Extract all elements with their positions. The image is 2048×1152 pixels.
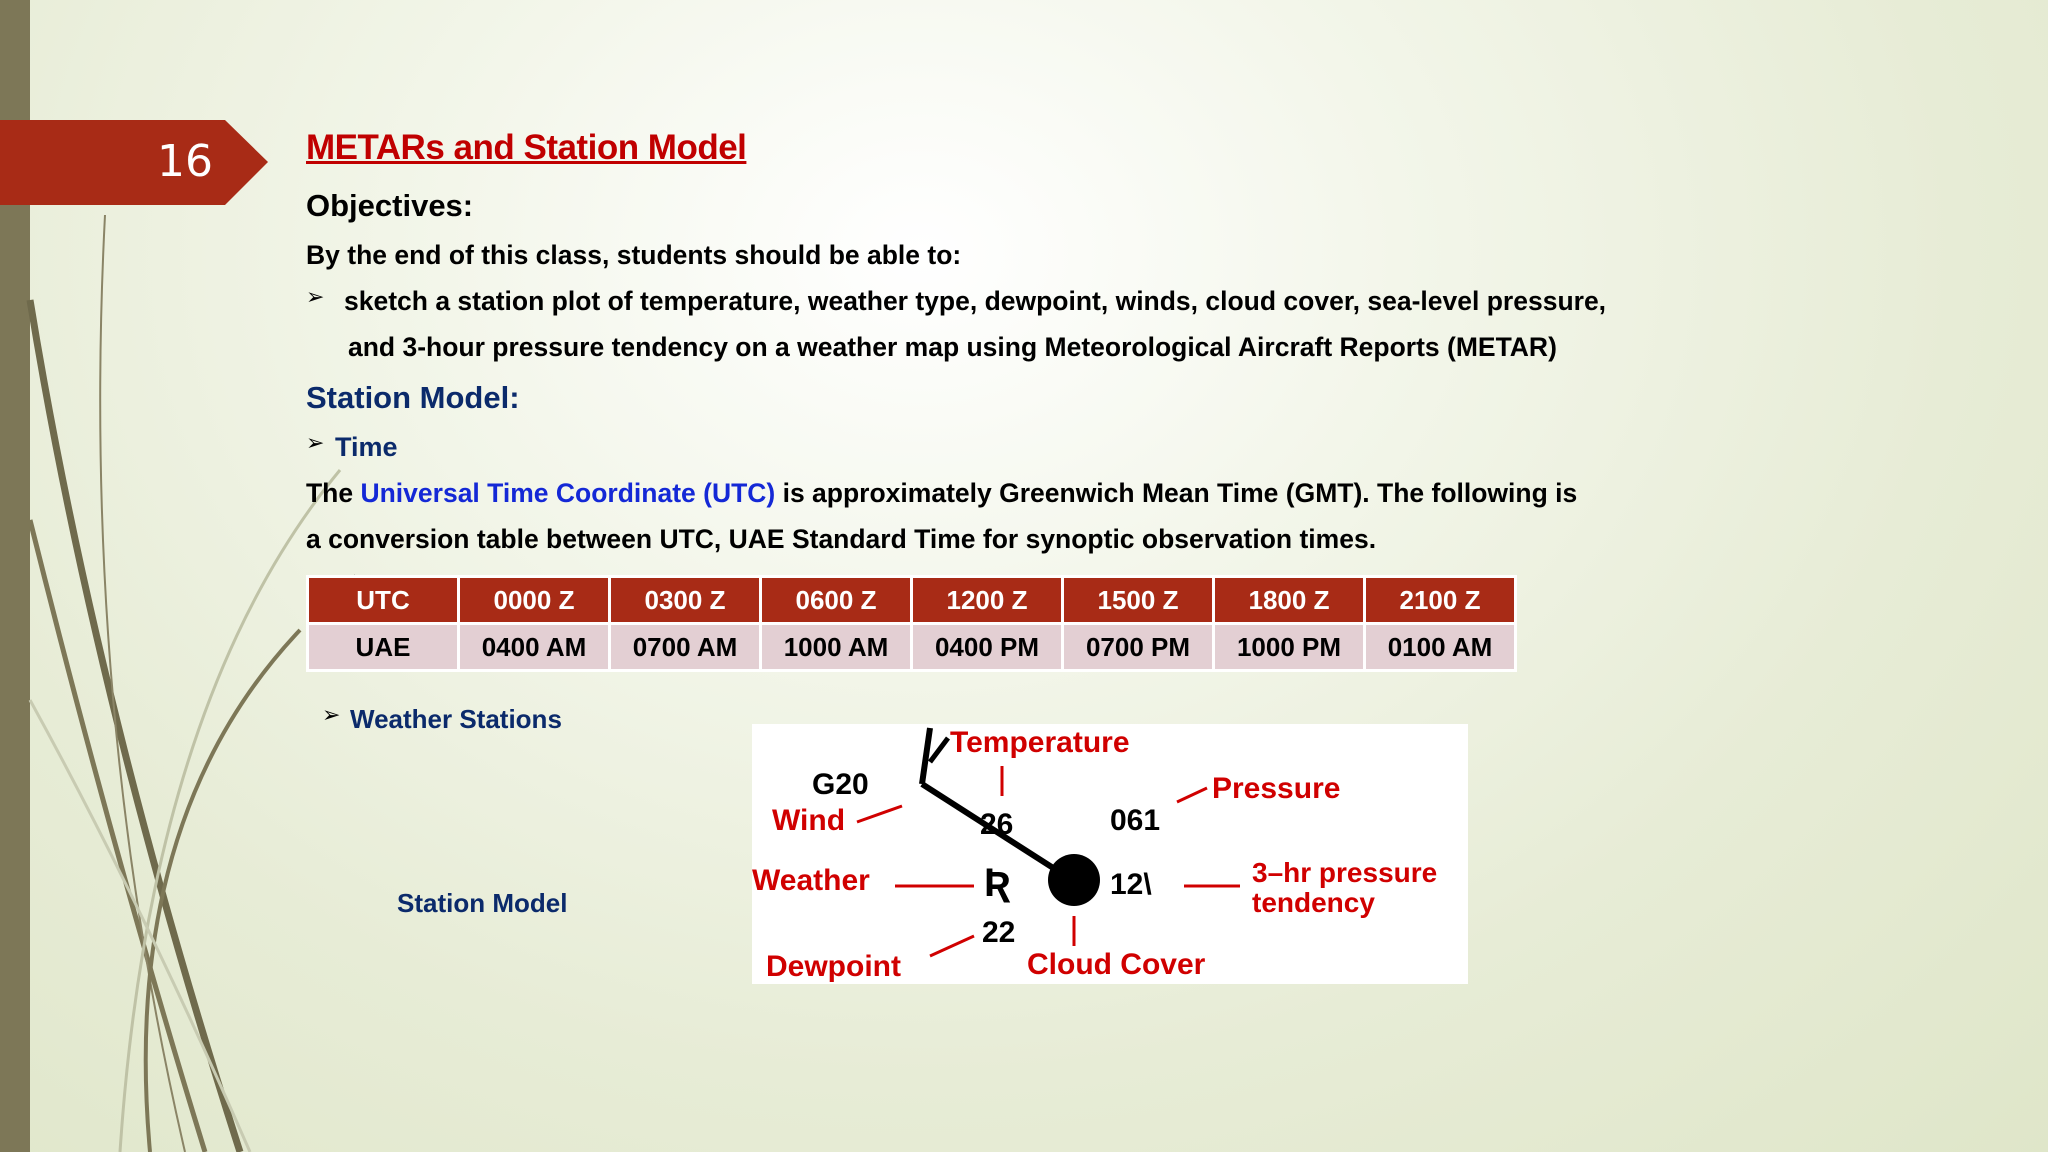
utc-conversion-table: [306, 575, 1517, 672]
gust-value: G20: [812, 768, 869, 801]
table-cell: 0700 AM: [610, 624, 761, 671]
wind-barb-2: [930, 738, 948, 762]
table-header-cell: 0600 Z: [761, 577, 912, 624]
pressure-leader: [1177, 788, 1207, 802]
table-cell: 0100 AM: [1365, 624, 1516, 671]
objective-bullet-line2: and 3-hour pressure tendency on a weather map using Meteorological Aircraft Reports (METAR): [348, 332, 1557, 362]
wind-label: Wind: [772, 804, 846, 837]
bullet-arrow-icon: ➢: [306, 284, 325, 309]
table-header-cell: 0000 Z: [459, 577, 610, 624]
wind-barb-1: [922, 728, 930, 784]
tendency-label-line2: tendency: [1252, 887, 1375, 918]
table-header-cell: 0300 Z: [610, 577, 761, 624]
para-text: The: [306, 478, 361, 508]
utc-term: Universal Time Coordinate (UTC): [360, 478, 776, 508]
table-header-row: [308, 577, 1516, 624]
temperature-value: 26: [980, 808, 1014, 841]
table-header-cell: 1800 Z: [1214, 577, 1365, 624]
station-model-svg: [752, 724, 1468, 984]
station-model-caption: Station Model: [397, 888, 568, 918]
para-text: is approximately Greenwich Mean Time (GMT). The following is: [775, 478, 1578, 508]
pressure-value: 061: [1110, 804, 1161, 837]
dewpoint-label: Dewpoint: [766, 950, 901, 983]
station-model-heading: Station Model:: [306, 380, 520, 415]
cloud-cover-label: Cloud Cover: [1027, 948, 1206, 981]
table-cell: 1000 AM: [761, 624, 912, 671]
bullet-arrow-icon: ➢: [306, 430, 325, 455]
weather-label: Weather: [752, 864, 870, 897]
slide-number-tab: [0, 120, 268, 205]
slide-number: 16: [157, 136, 213, 187]
weather-symbol-icon: Ʀ: [984, 861, 1011, 905]
temperature-label: Temperature: [950, 726, 1130, 759]
utc-paragraph-line1: [306, 478, 1577, 509]
utc-paragraph-line2: a conversion table between UTC, UAE Standard Time for synoptic observation times.: [306, 524, 1377, 554]
bullet-arrow-icon: ➢: [322, 702, 341, 727]
station-model-diagram: [752, 724, 1468, 984]
table-header-cell: 1500 Z: [1063, 577, 1214, 624]
dewpoint-value: 22: [982, 916, 1016, 949]
wind-leader: [857, 806, 902, 822]
slide-title: METARs and Station Model: [306, 128, 747, 167]
table-row: [308, 624, 1516, 671]
objective-bullet-line1: sketch a station plot of temperature, weather type, dewpoint, winds, cloud cover, sea-level pressure,: [344, 286, 1607, 316]
table-cell: UAE: [308, 624, 459, 671]
objectives-heading: Objectives:: [306, 188, 474, 223]
weather-stations-bullet: Weather Stations: [350, 704, 562, 734]
dewpoint-leader: [930, 936, 974, 956]
table-header-cell: UTC: [308, 577, 459, 624]
pressure-label: Pressure: [1212, 772, 1341, 805]
table-header-cell: 2100 Z: [1365, 577, 1516, 624]
tendency-value: 12\: [1110, 868, 1152, 901]
objectives-intro: By the end of this class, students should be able to:: [306, 240, 962, 270]
table-cell: 1000 PM: [1214, 624, 1365, 671]
tendency-label-line1: 3–hr pressure: [1252, 857, 1438, 888]
table-header-cell: 1200 Z: [912, 577, 1063, 624]
station-circle: [1048, 854, 1100, 906]
table-cell: 0400 PM: [912, 624, 1063, 671]
time-bullet: Time: [335, 432, 398, 462]
table-cell: 0700 PM: [1063, 624, 1214, 671]
table-cell: 0400 AM: [459, 624, 610, 671]
